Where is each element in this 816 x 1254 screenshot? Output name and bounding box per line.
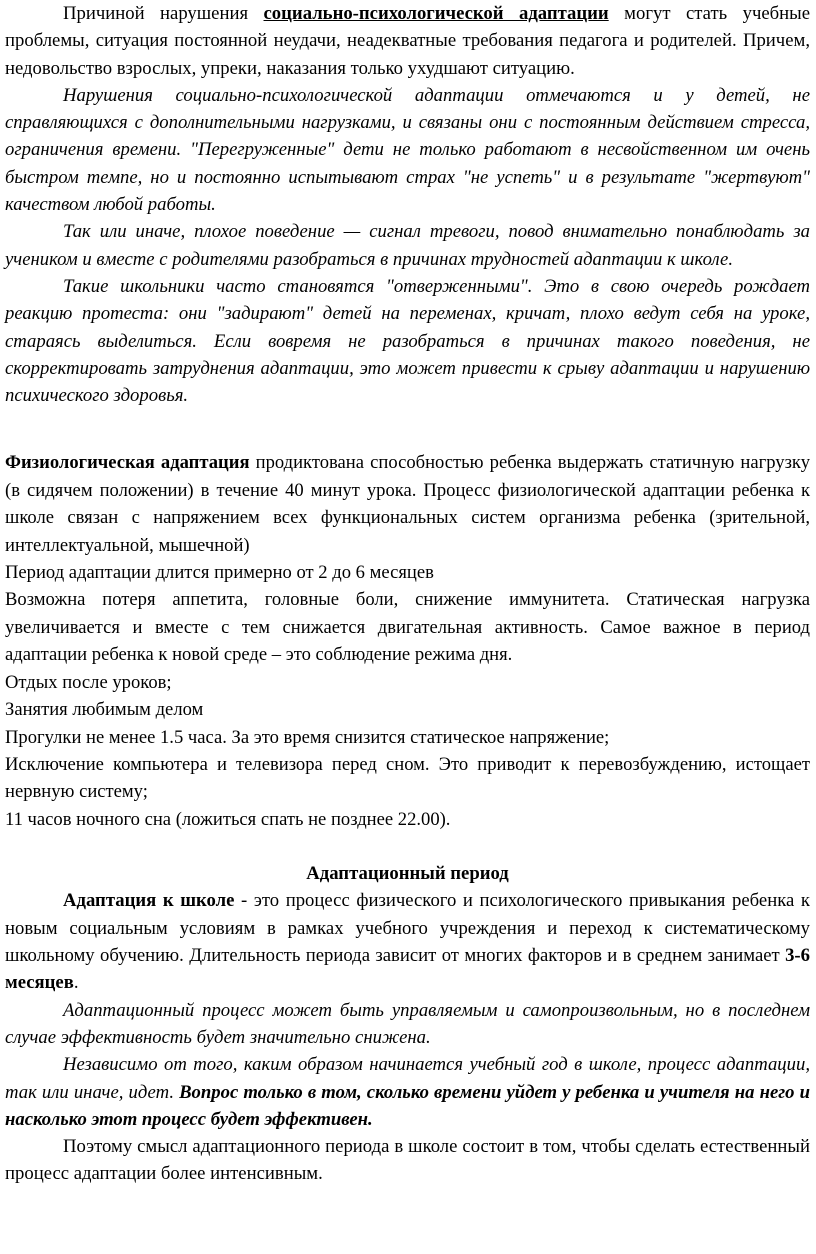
paragraph-conclusion: Поэтому смысл адаптационного периода в школе состоит в том, чтобы сделать естественный процесс адаптации более интенсивным. [5,1136,810,1185]
paragraph-overloaded-children: Нарушения социально-психологической адаптации отмечаются и у детей, не справляющихся с дополнительными нагрузками, и связаны они с постоянным действием стресса, ограничения времени. "Перегруженные" дети не только работают в несвойственном им очень быстром темпе, но и постоянно испытывают страх "не успеть" и в результате "жертвуют" качеством любой работы. [5,84,810,216]
section-physiological-adaptation [5,449,810,833]
list-item: 11 часов ночного сна (ложиться спать не позднее 22.00). [5,808,451,830]
paragraph-text: - это процесс физического и психологического привыкания ребенка к новым социальным условиям в рамках учебного учреждения и переход к систематическому школьному обучению. Длительность периода зависит от многих факторов и в среднем занимает [5,890,810,967]
paragraph-text: могут стать учебные проблемы, ситуация постоянной неудачи, неадекватные требования педагога и родителей. Причем, недовольство взрослых, упреки, наказания только ухудшают ситуацию. [5,3,810,79]
list-item: Занятия любимым делом [5,699,204,721]
key-question: Вопрос только в том, сколько времени уйдет у ребенка и учителя на него и насколько этот процесс будет эффективен. [5,1081,810,1130]
spacer [5,409,810,449]
section-adaptation-period [5,860,810,1188]
paragraph-adaptation-definition [5,887,810,996]
section-social-adaptation [5,0,810,409]
list-item: Прогулки не менее 1.5 часа. За это время снизится статическое напряжение; [5,726,610,748]
spacer [5,833,810,860]
paragraph-period-length: Период адаптации длится примерно от 2 до 6 месяцев [5,562,434,584]
paragraph-text: Причиной нарушения [63,3,264,24]
paragraph-physiological-definition [5,449,810,559]
paragraph-rejected-pupils: Такие школьники часто становятся "отверженными". Это в свою очередь рождает реакцию протеста: они "задирают" детей на переменах, кричат, плохо ведут себя на уроке, стараясь выделиться. Если вовремя не разобраться в причинах такого поведения, не скорректировать затруднения адаптации, это может привести к срыву адаптации и нарушению психического здоровья. [5,275,810,407]
duration-highlight: 3-6 месяцев [5,945,810,994]
paragraph-school-year [5,1051,810,1133]
paragraph-text: продиктована способностью ребенка выдержать статичную нагрузку (в сидячем положении) в течение 40 минут урока. Процесс физиологической адаптации ребенка к школе связан с напряжением всех функциональных систем организма ребенка (зрительной, интеллектуальной, мышечной) [5,452,810,556]
paragraph-bad-behavior: Так или иначе, плохое поведение — сигнал тревоги, повод внимательно понаблюдать за учеником и вместе с родителями разобраться в причинах трудностей адаптации к школе. [5,221,810,270]
term-physiological-adaptation: Физиологическая адаптация [5,452,250,474]
section-heading: Адаптационный период [306,863,509,885]
paragraph-symptoms: Возможна потеря аппетита, головные боли, снижение иммунитета. Статическая нагрузка увеличивается и вместе с тем снижается двигательная активность. Самое важное в период адаптации ребенка к новой среде – это соблюдение режима дня. [5,589,810,666]
list-item: Исключение компьютера и телевизора перед сном. Это приводит к перевозбуждению, истощает нервную систему; [5,753,810,803]
paragraph-text: . [73,972,79,994]
term-school-adaptation: Адаптация к школе [63,890,235,912]
term-social-adaptation: социально-психологической адаптации [263,3,609,24]
list-item: Отдых после уроков; [5,671,172,693]
paragraph-social-adaptation-causes [5,0,810,82]
paragraph-managed-process: Адаптационный процесс может быть управляемым и самопроизвольным, но в последнем случае эффективность будет значительно снижена. [5,999,810,1048]
paragraph-text: Независимо от того, каким образом начинается учебный год в школе, процесс адаптации, так или иначе, идет. [5,1054,810,1103]
